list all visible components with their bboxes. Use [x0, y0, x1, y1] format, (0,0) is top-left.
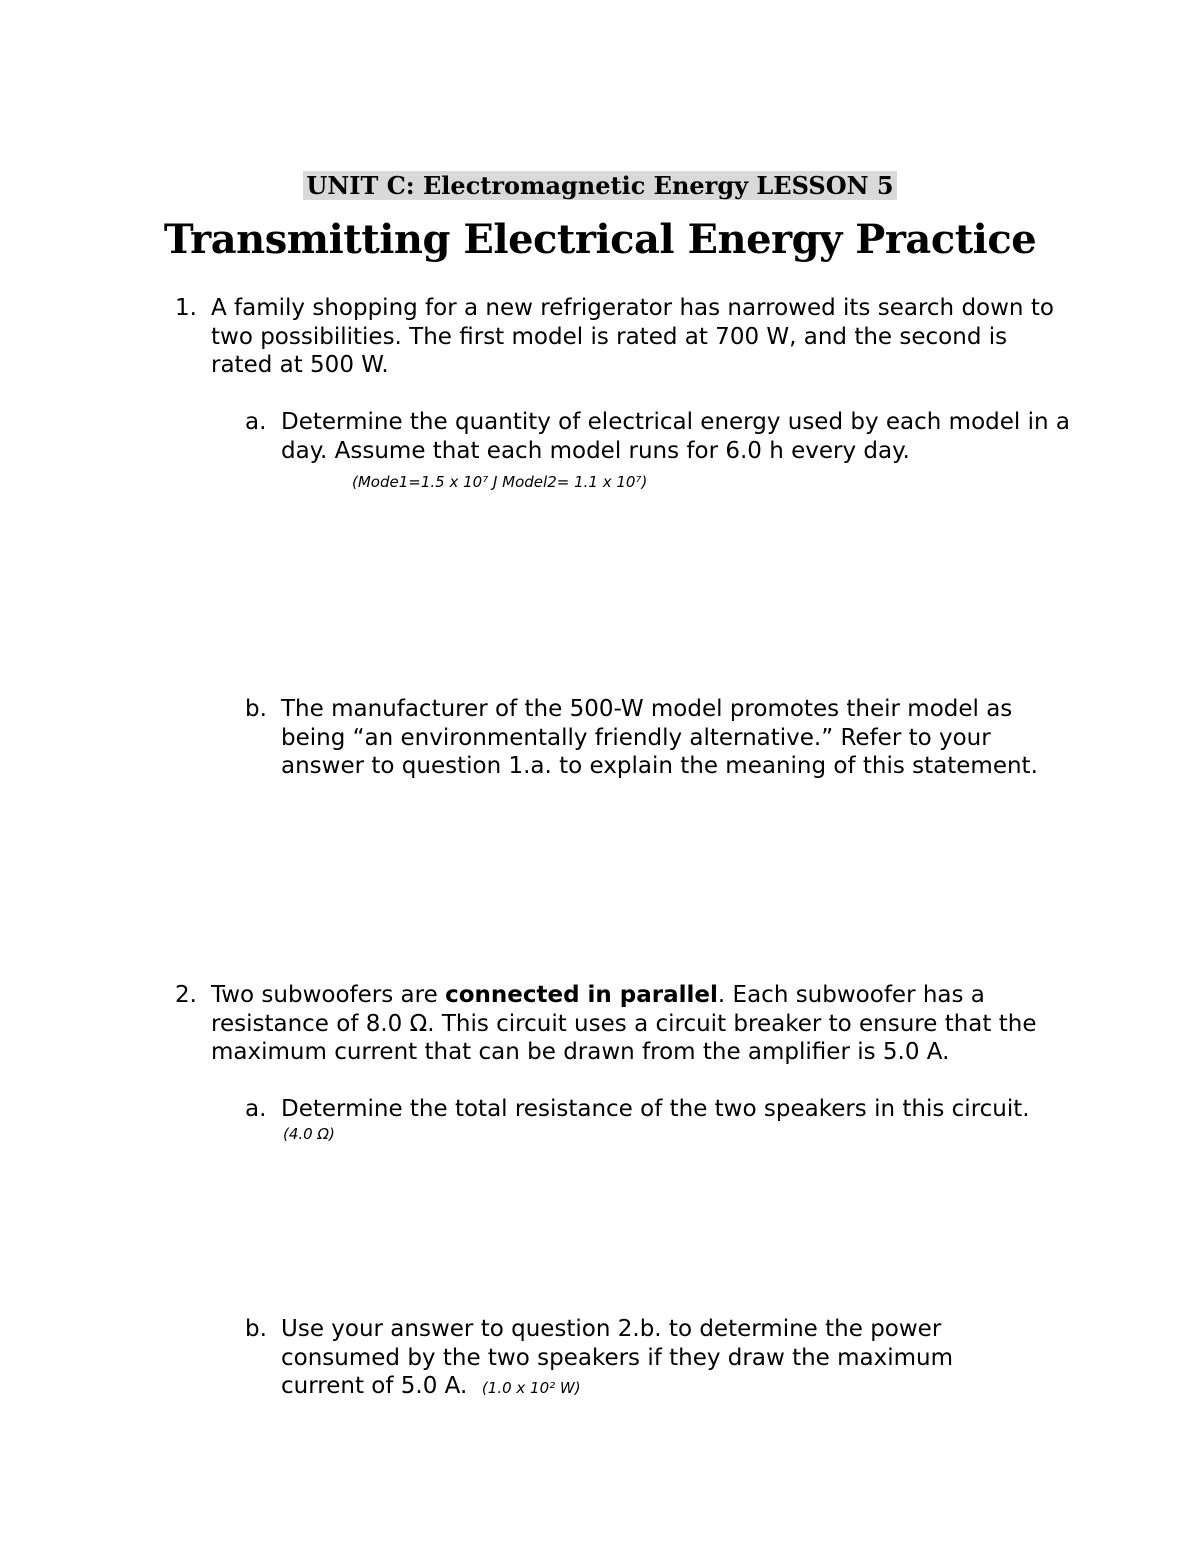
question-2: [175, 981, 1075, 1067]
question-1a: [245, 408, 1075, 465]
question-2a-label: a.: [245, 1096, 267, 1122]
question-1a-label: a.: [245, 409, 267, 435]
question-2-emphasis: connected in parallel: [445, 982, 718, 1008]
question-1b-label: b.: [245, 696, 267, 722]
question-2-text-start: Two subwoofers are: [211, 982, 446, 1008]
question-1b: [245, 695, 1075, 781]
question-2a-answer: (4.0 Ω): [283, 1125, 335, 1143]
unit-heading-text: UNIT C: Electromagnetic Energy LESSON 5: [303, 171, 896, 200]
question-2b-text: Use your answer to question 2.b. to determine the power consumed by the two speakers if they draw the maximum current of 5.0 A.: [281, 1316, 954, 1400]
question-1b-text: The manufacturer of the 500-W model promotes their model as being “an environmentally friendly alternative.” Refer to your answer to question 1.a. to explain the meaning of this statement.: [281, 696, 1038, 780]
question-2b-answer: (1.0 x 10² W): [481, 1379, 581, 1398]
unit-heading: [0, 170, 1200, 202]
question-1: [175, 294, 1075, 380]
question-1-number: 1.: [175, 295, 197, 321]
question-2-number: 2.: [175, 982, 197, 1008]
question-2b-label: b.: [245, 1316, 267, 1342]
page-title: Transmitting Electrical Energy Practice: [163, 216, 1037, 263]
question-2b-body: [281, 1315, 981, 1403]
question-2a: [245, 1095, 1075, 1124]
question-2a-text: Determine the total resistance of the two speakers in this circuit.: [281, 1096, 1030, 1122]
question-1a-text: Determine the quantity of electrical energy used by each model in a day. Assume that each model runs for 6.0 h every day.: [281, 409, 1070, 464]
question-2-text: [211, 981, 1075, 1067]
question-2b: [245, 1315, 1075, 1403]
question-2-text-end: . Each subwoofer has a resistance of 8.0 Ω. This circuit uses a circuit breaker to ensure that the maximum current that can be drawn from the amplifier is 5.0 A.: [211, 982, 1037, 1066]
question-1a-answer: (Mode1=1.5 x 10⁷ J Model2= 1.1 x 10⁷): [352, 473, 648, 491]
question-1-text: A family shopping for a new refrigerator has narrowed its search down to two possibilities. The first model is rated at 700 W, and the second is rated at 500 W.: [211, 295, 1054, 379]
